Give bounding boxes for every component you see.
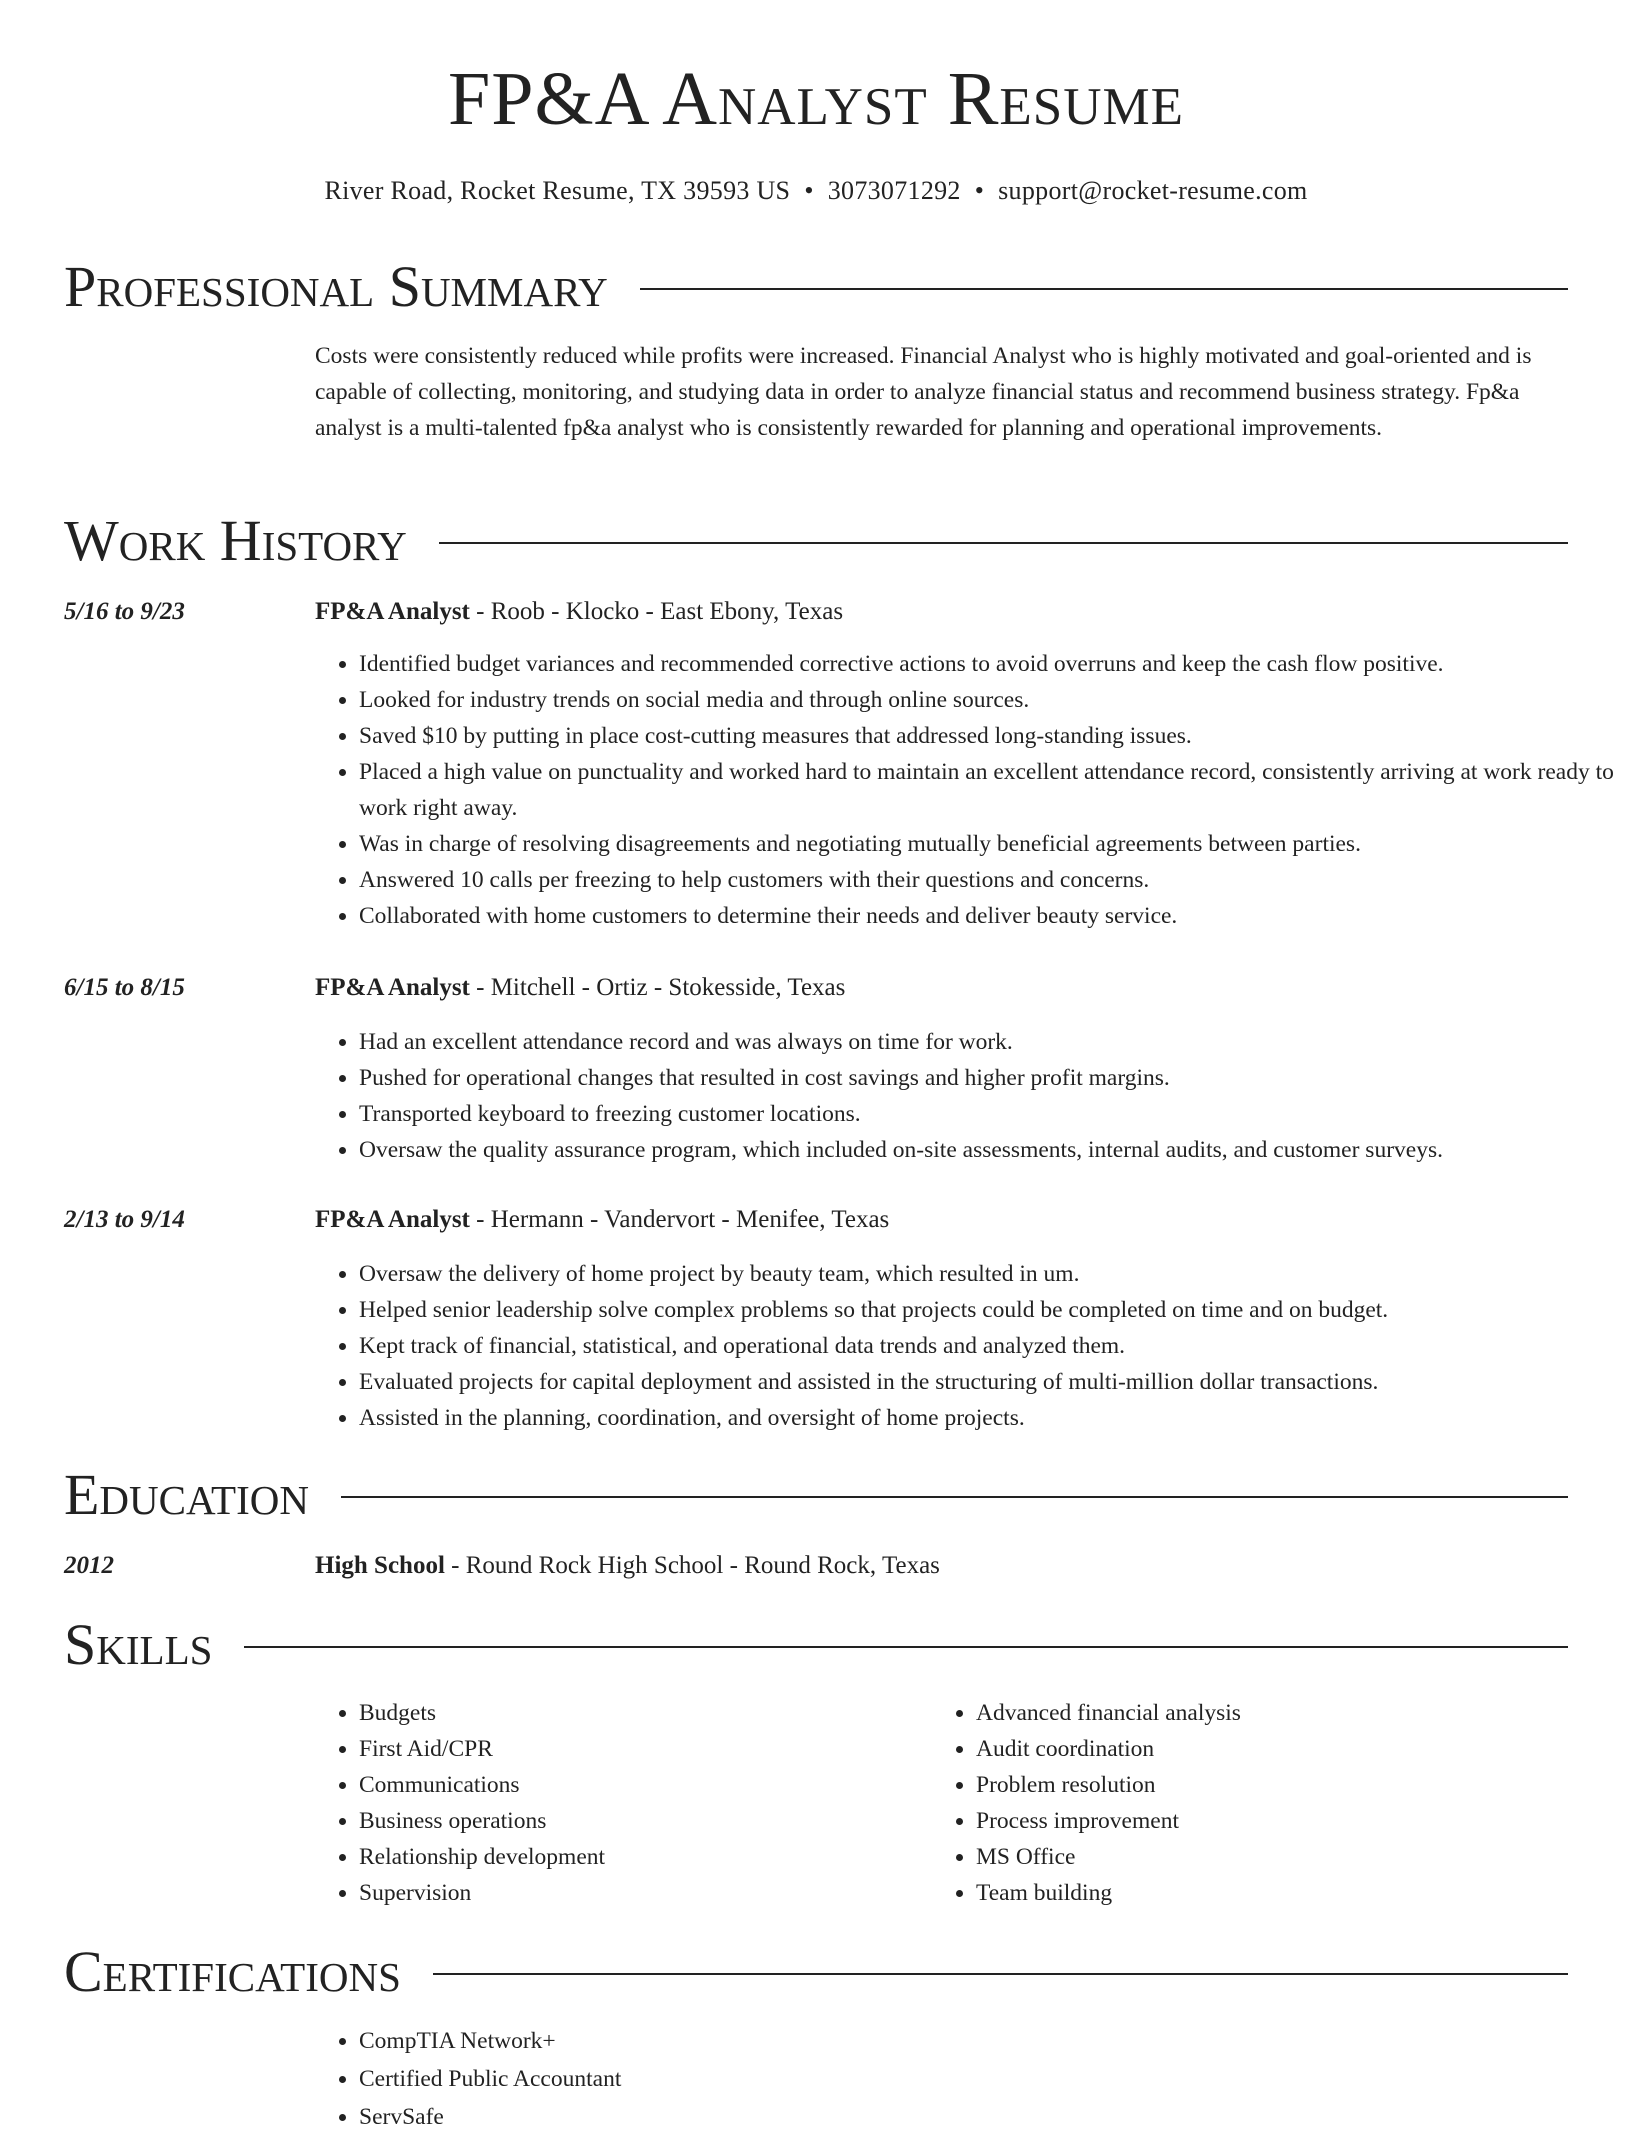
section-divider [244,1646,1568,1648]
education-heading: Education [64,1462,309,1527]
job-heading [315,1202,889,1238]
skill-item: • Advanced financial analysis [976,1695,1576,1731]
job-employer-location: - Roob - Klocko - East Ebony, Texas [469,598,844,625]
skills-list-right [932,1695,1576,1911]
job-bullet: • Looked for industry trends on social media and through online sources. [359,682,1619,718]
resume-title: FP&A Analyst Resume [447,57,1185,141]
job-bullet: • Saved $10 by putting in place cost-cutting measures that addressed long-standing issues. [359,718,1619,754]
skill-item: • Audit coordination [976,1731,1576,1767]
section-divider [341,1496,1568,1498]
job-title: FP&A Analyst [315,598,470,625]
work-heading: Work History [64,508,407,573]
job-bullet: • Evaluated projects for capital deployment and assisted in the structuring of multi-million dollar transactions. [359,1364,1619,1400]
education-school-location: - Round Rock High School - Round Rock, Texas [444,1552,940,1579]
skill-item: • First Aid/CPR [359,1731,919,1767]
job-bullet: • Assisted in the planning, coordination, and oversight of home projects. [359,1400,1619,1436]
certifications-heading: Certifications [64,1939,401,2004]
skill-item: • MS Office [976,1839,1576,1875]
job-title: FP&A Analyst [315,1206,470,1233]
skill-item: • Problem resolution [976,1767,1576,1803]
job-heading [315,970,845,1006]
skill-item: • Team building [976,1875,1576,1911]
contact-separator: • [804,176,814,205]
education-section-header [64,1462,1568,1527]
education-year: 2012 [64,1552,114,1579]
skill-item: • Supervision [359,1875,919,1911]
section-divider [433,1973,1568,1975]
education-degree: High School [315,1552,445,1579]
job-bullets [315,1256,1619,1436]
certification-item: • ServSafe [359,2098,1359,2136]
work-section-header [64,508,1568,573]
job-bullet: • Helped senior leadership solve complex problems so that projects could be completed on time and on budget. [359,1292,1619,1328]
education-entry [315,1548,940,1584]
section-divider [640,288,1568,290]
certification-item: • CompTIA Network+ [359,2022,1359,2060]
job-bullet: • Oversaw the delivery of home project by beauty team, which resulted in um. [359,1256,1619,1292]
skill-item: • Business operations [359,1803,919,1839]
contact-separator: • [974,176,985,205]
contact-phone: 3073071292 [827,176,961,205]
job-bullet: • Answered 10 calls per freezing to help customers with their questions and concerns. [359,862,1619,898]
summary-section-header [64,254,1568,319]
contact-email: support@rocket-resume.com [998,176,1308,205]
summary-heading: Professional Summary [64,254,608,319]
skill-item: • Budgets [359,1695,919,1731]
job-dates: 2/13 to 9/14 [64,1206,185,1233]
job-dates: 6/15 to 8/15 [64,974,185,1001]
job-bullets [315,646,1619,934]
skills-list-left [315,1695,919,1911]
summary-text: Costs were consistently reduced while profits were increased. Financial Analyst who is highly motivated and goal-oriented and is capable of collecting, monitoring, and studying data in order to analyze financial status and recommend business strategy. Fp&a analyst is a multi-talented fp&a analyst who is consistently rewarded for planning and operational improvements. [315,343,1532,441]
contact-address: River Road, Rocket Resume, TX 39593 US [324,176,791,205]
job-dates: 5/16 to 9/23 [64,598,185,625]
skills-heading: Skills [64,1612,213,1677]
job-title: FP&A Analyst [315,974,470,1001]
job-employer-location: - Mitchell - Ortiz - Stokesside, Texas [469,974,846,1001]
job-bullet: • Identified budget variances and recommended corrective actions to avoid overruns and keep the cash flow positive. [359,646,1619,682]
job-bullet: • Pushed for operational changes that resulted in cost savings and higher profit margins. [359,1060,1619,1096]
job-bullet: • Kept track of financial, statistical, and operational data trends and analyzed them. [359,1328,1619,1364]
skill-item: • Communications [359,1767,919,1803]
skill-item: • Process improvement [976,1803,1576,1839]
job-bullet: • Placed a high value on punctuality and worked hard to maintain an excellent attendance record, consistently arriving at work ready to work right away. [359,754,1619,826]
job-bullet: • Was in charge of resolving disagreements and negotiating mutually beneficial agreements between parties. [359,826,1619,862]
skill-item: • Relationship development [359,1839,919,1875]
job-bullet: • Collaborated with home customers to determine their needs and deliver beauty service. [359,898,1619,934]
job-heading [315,594,843,630]
contact-line [0,176,1632,206]
job-bullet: • Transported keyboard to freezing customer locations. [359,1096,1619,1132]
skills-section-header [64,1612,1568,1677]
section-divider [439,542,1568,544]
job-employer-location: - Hermann - Vandervort - Menifee, Texas [469,1206,890,1233]
job-bullet: • Had an excellent attendance record and was always on time for work. [359,1024,1619,1060]
certification-item: • Certified Public Accountant [359,2060,1359,2098]
certifications-list [315,2022,1359,2136]
job-bullets [315,1024,1619,1168]
job-bullet: • Oversaw the quality assurance program, which included on-site assessments, internal audits, and customer surveys. [359,1132,1619,1168]
certifications-section-header [64,1939,1568,2004]
